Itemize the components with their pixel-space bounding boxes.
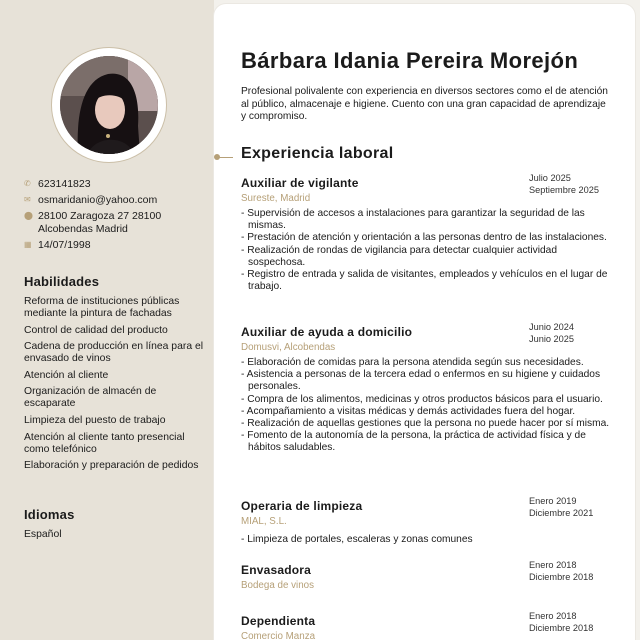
job-end-date: Junio 2025 [529,334,574,344]
language-item: Español [24,529,62,540]
job-entry [241,560,613,591]
contact-birthdate [24,239,206,252]
contact-email [24,194,206,207]
job-end-date: Diciembre 2018 [529,572,594,582]
email-text: osmaridanio@yahoo.com [38,194,158,206]
job-tasks [241,534,613,546]
experience-heading: Experiencia laboral [241,145,394,162]
job-entry [241,173,613,293]
job-task: - Supervisión de accesos a instalaciones para garantizar la seguridad de las mismas. [241,208,613,232]
job-task: - Realización de aquellas gestiones que la persona no puede hacer por sí misma. [241,418,613,430]
phone-icon: ✆ [24,179,31,188]
job-task: - Prestación de atención y orientación a las personas dentro de las instalaciones. [241,232,613,244]
skill-item: Reforma de instituciones públicas mediante la pintura de fachadas [24,296,180,319]
sidebar [0,0,214,640]
job-start-date: Julio 2025 [529,173,571,183]
job-company: Sureste, Madrid [241,193,311,204]
job-start-date: Enero 2019 [529,496,577,506]
job-title: Operaria de limpieza [241,499,363,513]
location-pin-icon: ⬤ [24,211,33,220]
address-text: 28100 Zaragoza 27 28100 Alcobendas Madrid [38,210,162,235]
profile-photo [60,56,158,154]
job-company: Comercio Manza [241,631,316,640]
envelope-icon: ✉ [24,195,31,204]
candidate-name: Bárbara Idania Pereira Morejón [241,48,579,73]
job-title: Dependienta [241,614,316,628]
profile-photo-frame [51,47,167,163]
skill-item: Organización de almacén de escaparate [24,386,157,410]
profile-summary: Profesional polivalente con experiencia en diversos sectores como el de atención al público, almacenaje e higiene. Cuento con una gran capacidad de aprendizaje y compromiso. [241,86,608,122]
job-task: - Registro de entrada y salida de visitantes, empleados y vehículos en el lugar de trabajo. [241,269,613,293]
birthdate-text: 14/07/1998 [38,238,91,251]
contact-phone [24,178,206,191]
job-start-date: Enero 2018 [529,611,577,621]
job-company: Domusvi, Alcobendas [241,342,336,353]
section-marker [213,154,235,160]
job-task: - Realización de rondas de vigilancia para detectar cualquier actividad sospechosa. [241,245,613,269]
phone-text: 623141823 [38,178,91,190]
job-task: - Asistencia a personas de la tercera edad o enfermos en su higiene y cuidados personales. [241,369,613,393]
languages-section [24,507,206,546]
skill-item: Elaboración y preparación de pedidos [24,460,199,472]
job-task: - Acompañamiento a visitas médicas y demás actividades fuera del hogar. [241,406,613,418]
job-entry [241,322,613,455]
job-end-date: Septiembre 2025 [529,185,599,195]
skill-item: Control de calidad del producto [24,324,168,336]
skill-item: Limpieza del puesto de trabajo [24,414,166,426]
job-title: Auxiliar de ayuda a domicilio [241,325,413,339]
skill-item: Atención al cliente tanto presencial como telefónico [24,431,185,455]
skill-item: Atención al cliente [24,369,109,381]
calendar-icon: ▦ [24,239,32,249]
main-content [214,4,635,640]
skills-section [24,274,206,477]
contact-address [24,210,206,235]
job-dates [529,559,613,583]
skill-item: Cadena de producción en línea para el envasado de vinos [24,341,204,365]
job-entry [241,496,613,546]
contact-info [24,178,206,255]
job-task: - Elaboración de comidas para la persona atendida según sus necesidades. [241,357,613,369]
job-tasks [241,357,613,455]
job-company: MIAL, S.L. [241,516,287,527]
job-title: Envasadora [241,563,312,577]
job-dates [529,172,613,196]
job-end-date: Diciembre 2018 [529,623,594,633]
job-dates [529,495,613,519]
job-company: Bodega de vinos [241,580,314,591]
job-title: Auxiliar de vigilante [241,176,359,190]
job-start-date: Junio 2024 [529,322,574,332]
job-end-date: Diciembre 2021 [529,508,594,518]
job-task: - Compra de los alimentos, medicinas y otros productos básicos para el usuario. [241,394,613,406]
skills-heading: Habilidades [24,274,100,289]
job-dates [529,321,613,345]
languages-heading: Idiomas [24,507,75,522]
job-start-date: Enero 2018 [529,560,577,570]
job-tasks [241,208,613,293]
job-dates [529,610,613,634]
job-task: - Limpieza de portales, escaleras y zonas comunes [241,534,613,546]
job-task: - Fomento de la autonomía de la persona, la práctica de actividad física y de hábitos saludables. [241,430,613,454]
job-entry [241,611,613,640]
